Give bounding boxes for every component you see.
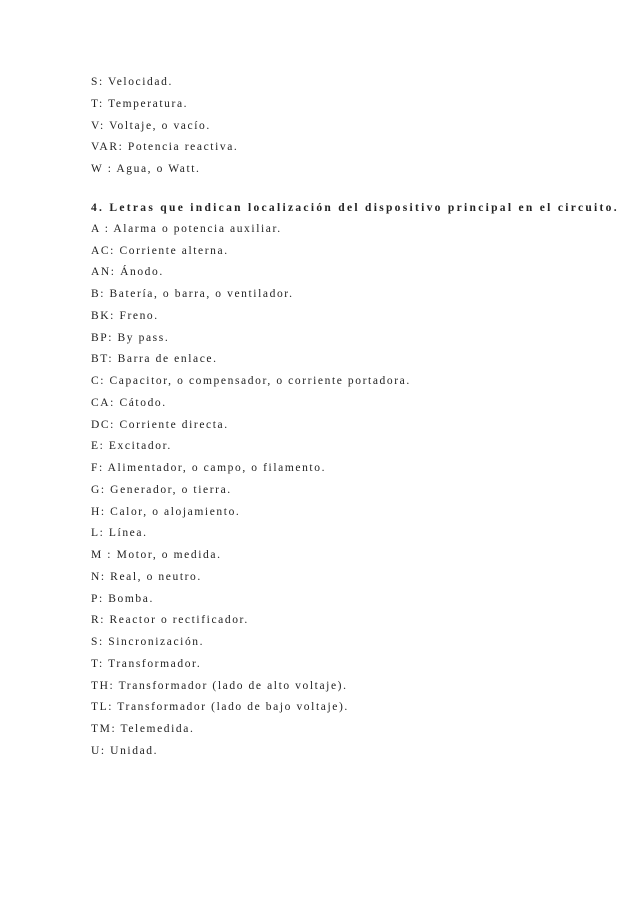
list-item: CA: Cátodo. (91, 396, 167, 409)
list-item: W : Agua, o Watt. (91, 163, 201, 175)
section-heading: 4. Letras que indican localización del dispositivo principal en el circuito. (91, 201, 619, 214)
list-item: BK: Freno. (91, 309, 159, 322)
list-item: T: Temperatura. (91, 97, 189, 110)
list-item: F: Alimentador, o campo, o filamento. (91, 462, 327, 474)
list-item: V: Voltaje, o vacío. (91, 119, 211, 132)
list-item: AN: Ánodo. (91, 266, 164, 279)
list-item: C: Capacitor, o compensador, o corriente portadora. (91, 375, 411, 387)
list-item: E: Excitador. (91, 440, 172, 453)
list-item: M : Motor, o medida. (91, 549, 222, 561)
list-item: P: Bomba. (91, 592, 154, 605)
list-item: AC: Corriente alterna. (91, 244, 229, 257)
list-item: H: Calor, o alojamiento. (91, 505, 241, 518)
list-item: U: Unidad. (91, 744, 159, 757)
list-item: T: Transformador. (91, 657, 202, 670)
section-spacer (91, 181, 611, 197)
list-item: BP: By pass. (91, 331, 170, 344)
list-item: S: Sincronización. (91, 636, 205, 648)
list-item: B: Batería, o barra, o ventilador. (91, 288, 294, 300)
list-item: R: Reactor o rectificador. (91, 614, 249, 627)
list-item: L: Línea. (91, 527, 148, 540)
list-item: G: Generador, o tierra. (91, 483, 232, 496)
list-item: A : Alarma o potencia auxiliar. (91, 222, 282, 235)
list-item: TL: Transformador (lado de bajo voltaje). (91, 701, 349, 714)
list-item: N: Real, o neutro. (91, 570, 202, 583)
list-item: TM: Telemedida. (91, 723, 195, 735)
list-item: DC: Corriente directa. (91, 418, 229, 431)
document-page (91, 72, 619, 763)
list-item: S: Velocidad. (91, 76, 173, 88)
list-item: TH: Transformador (lado de alto voltaje). (91, 679, 348, 692)
list-item: BT: Barra de enlace. (91, 353, 218, 366)
list-item: VAR: Potencia reactiva. (91, 141, 239, 154)
